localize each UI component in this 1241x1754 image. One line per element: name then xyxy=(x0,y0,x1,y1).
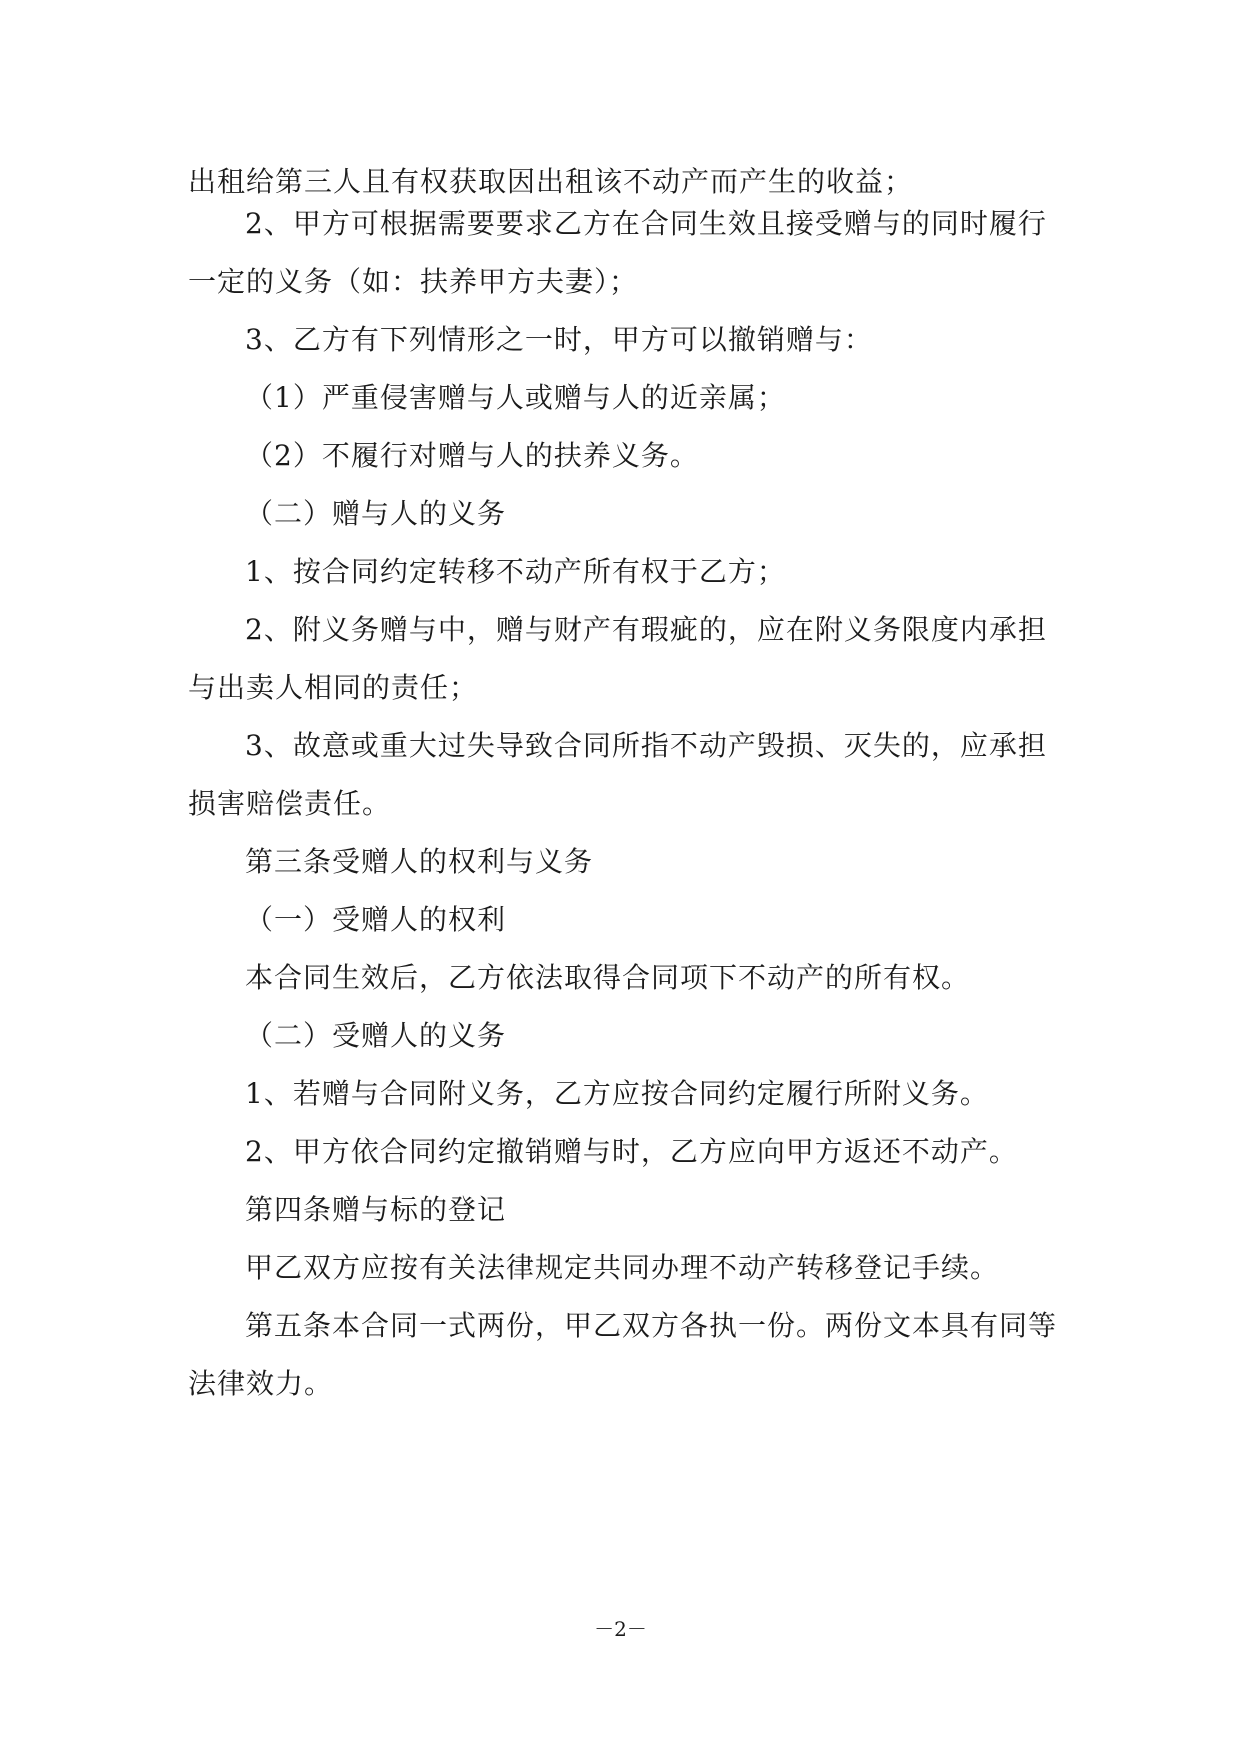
text-line: 1、按合同约定转移不动产所有权于乙方； xyxy=(245,555,786,588)
section-heading: （二）赠与人的义务 xyxy=(245,497,507,530)
text-line: 3、乙方有下列情形之一时，甲方可以撤销赠与： xyxy=(245,323,873,356)
page-number: －2－ xyxy=(594,1617,647,1641)
text-line: 甲乙双方应按有关法律规定共同办理不动产转移登记手续。 xyxy=(245,1251,1000,1284)
text-line: 2、附义务赠与中，赠与财产有瑕疵的，应在附义务限度内承担 xyxy=(245,613,1047,646)
text-line: 3、故意或重大过失导致合同所指不动产毁损、灭失的，应承担 xyxy=(245,729,1047,762)
text-line: 与出卖人相同的责任； xyxy=(188,671,479,704)
article-heading: 第三条受赠人的权利与义务 xyxy=(245,845,594,878)
article-heading: 第四条赠与标的登记 xyxy=(245,1193,507,1226)
text-line: 1、若赠与合同附义务，乙方应按合同约定履行所附义务。 xyxy=(245,1077,989,1110)
text-line: 本合同生效后，乙方依法取得合同项下不动产的所有权。 xyxy=(245,961,971,994)
section-heading: （一）受赠人的权利 xyxy=(245,903,507,936)
text-line: （2）不履行对赠与人的扶养义务。 xyxy=(245,439,699,472)
text-line: （1）严重侵害赠与人或赠与人的近亲属； xyxy=(245,381,786,414)
text-line: 法律效力。 xyxy=(188,1367,334,1400)
text-line: 2、甲方可根据需要要求乙方在合同生效且接受赠与的同时履行 xyxy=(245,207,1047,240)
text-line: 一定的义务（如：扶养甲方夫妻）； xyxy=(188,265,639,298)
text-line: 出租给第三人且有权获取因出租该不动产而产生的收益； xyxy=(188,165,914,198)
text-line: 第五条本合同一式两份，甲乙双方各执一份。两份文本具有同等 xyxy=(245,1309,1058,1342)
section-heading: （二）受赠人的义务 xyxy=(245,1019,507,1052)
text-line: 2、甲方依合同约定撤销赠与时，乙方应向甲方返还不动产。 xyxy=(245,1135,1018,1168)
text-line: 损害赔偿责任。 xyxy=(188,787,392,820)
